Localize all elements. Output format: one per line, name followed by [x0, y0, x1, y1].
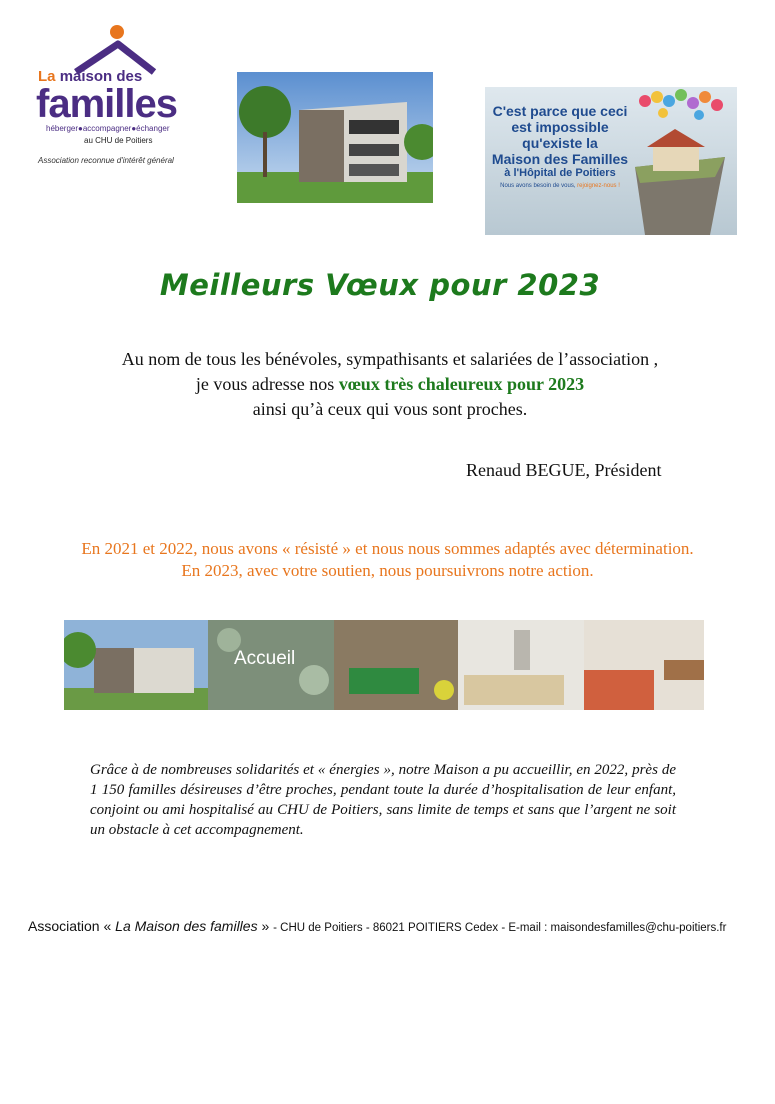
photo-banner: [64, 620, 704, 710]
greeting-line-3: ainsi qu’à ceux qui vous sont proches.: [252, 399, 528, 419]
footer-contact: Association « La Maison des familles » - CHU de Poitiers - 86021 POITIERS Cedex - E-mail : maisondesfamilles@chu-poitiers.fr: [28, 918, 727, 934]
poster-title: C'est parce que ceci est impossible qu'existe la Maison des Familles à l'Hôpital de Poitiers: [491, 103, 629, 179]
logo-chu: au CHU de Poitiers: [84, 136, 153, 145]
greeting-line-1: Au nom de tous les bénévoles, sympathisants et salariées de l’association ,: [121, 349, 659, 369]
campaign-poster: [485, 87, 737, 235]
logo-familles: familles: [36, 82, 177, 126]
signature: Renaud BEGUE, Président: [466, 460, 662, 480]
association-logo: [30, 22, 190, 170]
message-line-2: En 2023, avec votre soutien, nous poursuivrons notre action.: [181, 561, 594, 580]
activity-paragraph: Grâce à de nombreuses solidarités et « énergies », notre Maison a pu accueillir, en 2022, près de 1 150 familles désireuses d’être proches, pendant toute la durée d’hospitalisation de leur enfant, conjoint ou ami hospitalisé au CHU de Poitiers, sans limite de temps et sans que l’argent ne soit un obstacle à cet accompagnement.: [90, 762, 676, 838]
logo-tagline: héberger●accompagner●échanger: [46, 124, 170, 133]
poster-subline: Nous avons besoin de vous, rejoignez-nous !: [500, 183, 620, 189]
greeting-line-2: je vous adresse nos vœux très chaleureux pour 2023: [195, 374, 585, 394]
logo-title: La maison des: [38, 68, 143, 85]
accueil-label: Accueil: [234, 648, 296, 669]
greeting-heading: Meilleurs Vœux pour 2023: [159, 268, 601, 302]
building-photo: [237, 72, 433, 203]
message-line-1: En 2021 et 2022, nous avons « résisté » et nous nous sommes adaptés avec détermination.: [81, 539, 694, 558]
association-note: Association reconnue d'intérêt général: [38, 156, 174, 165]
